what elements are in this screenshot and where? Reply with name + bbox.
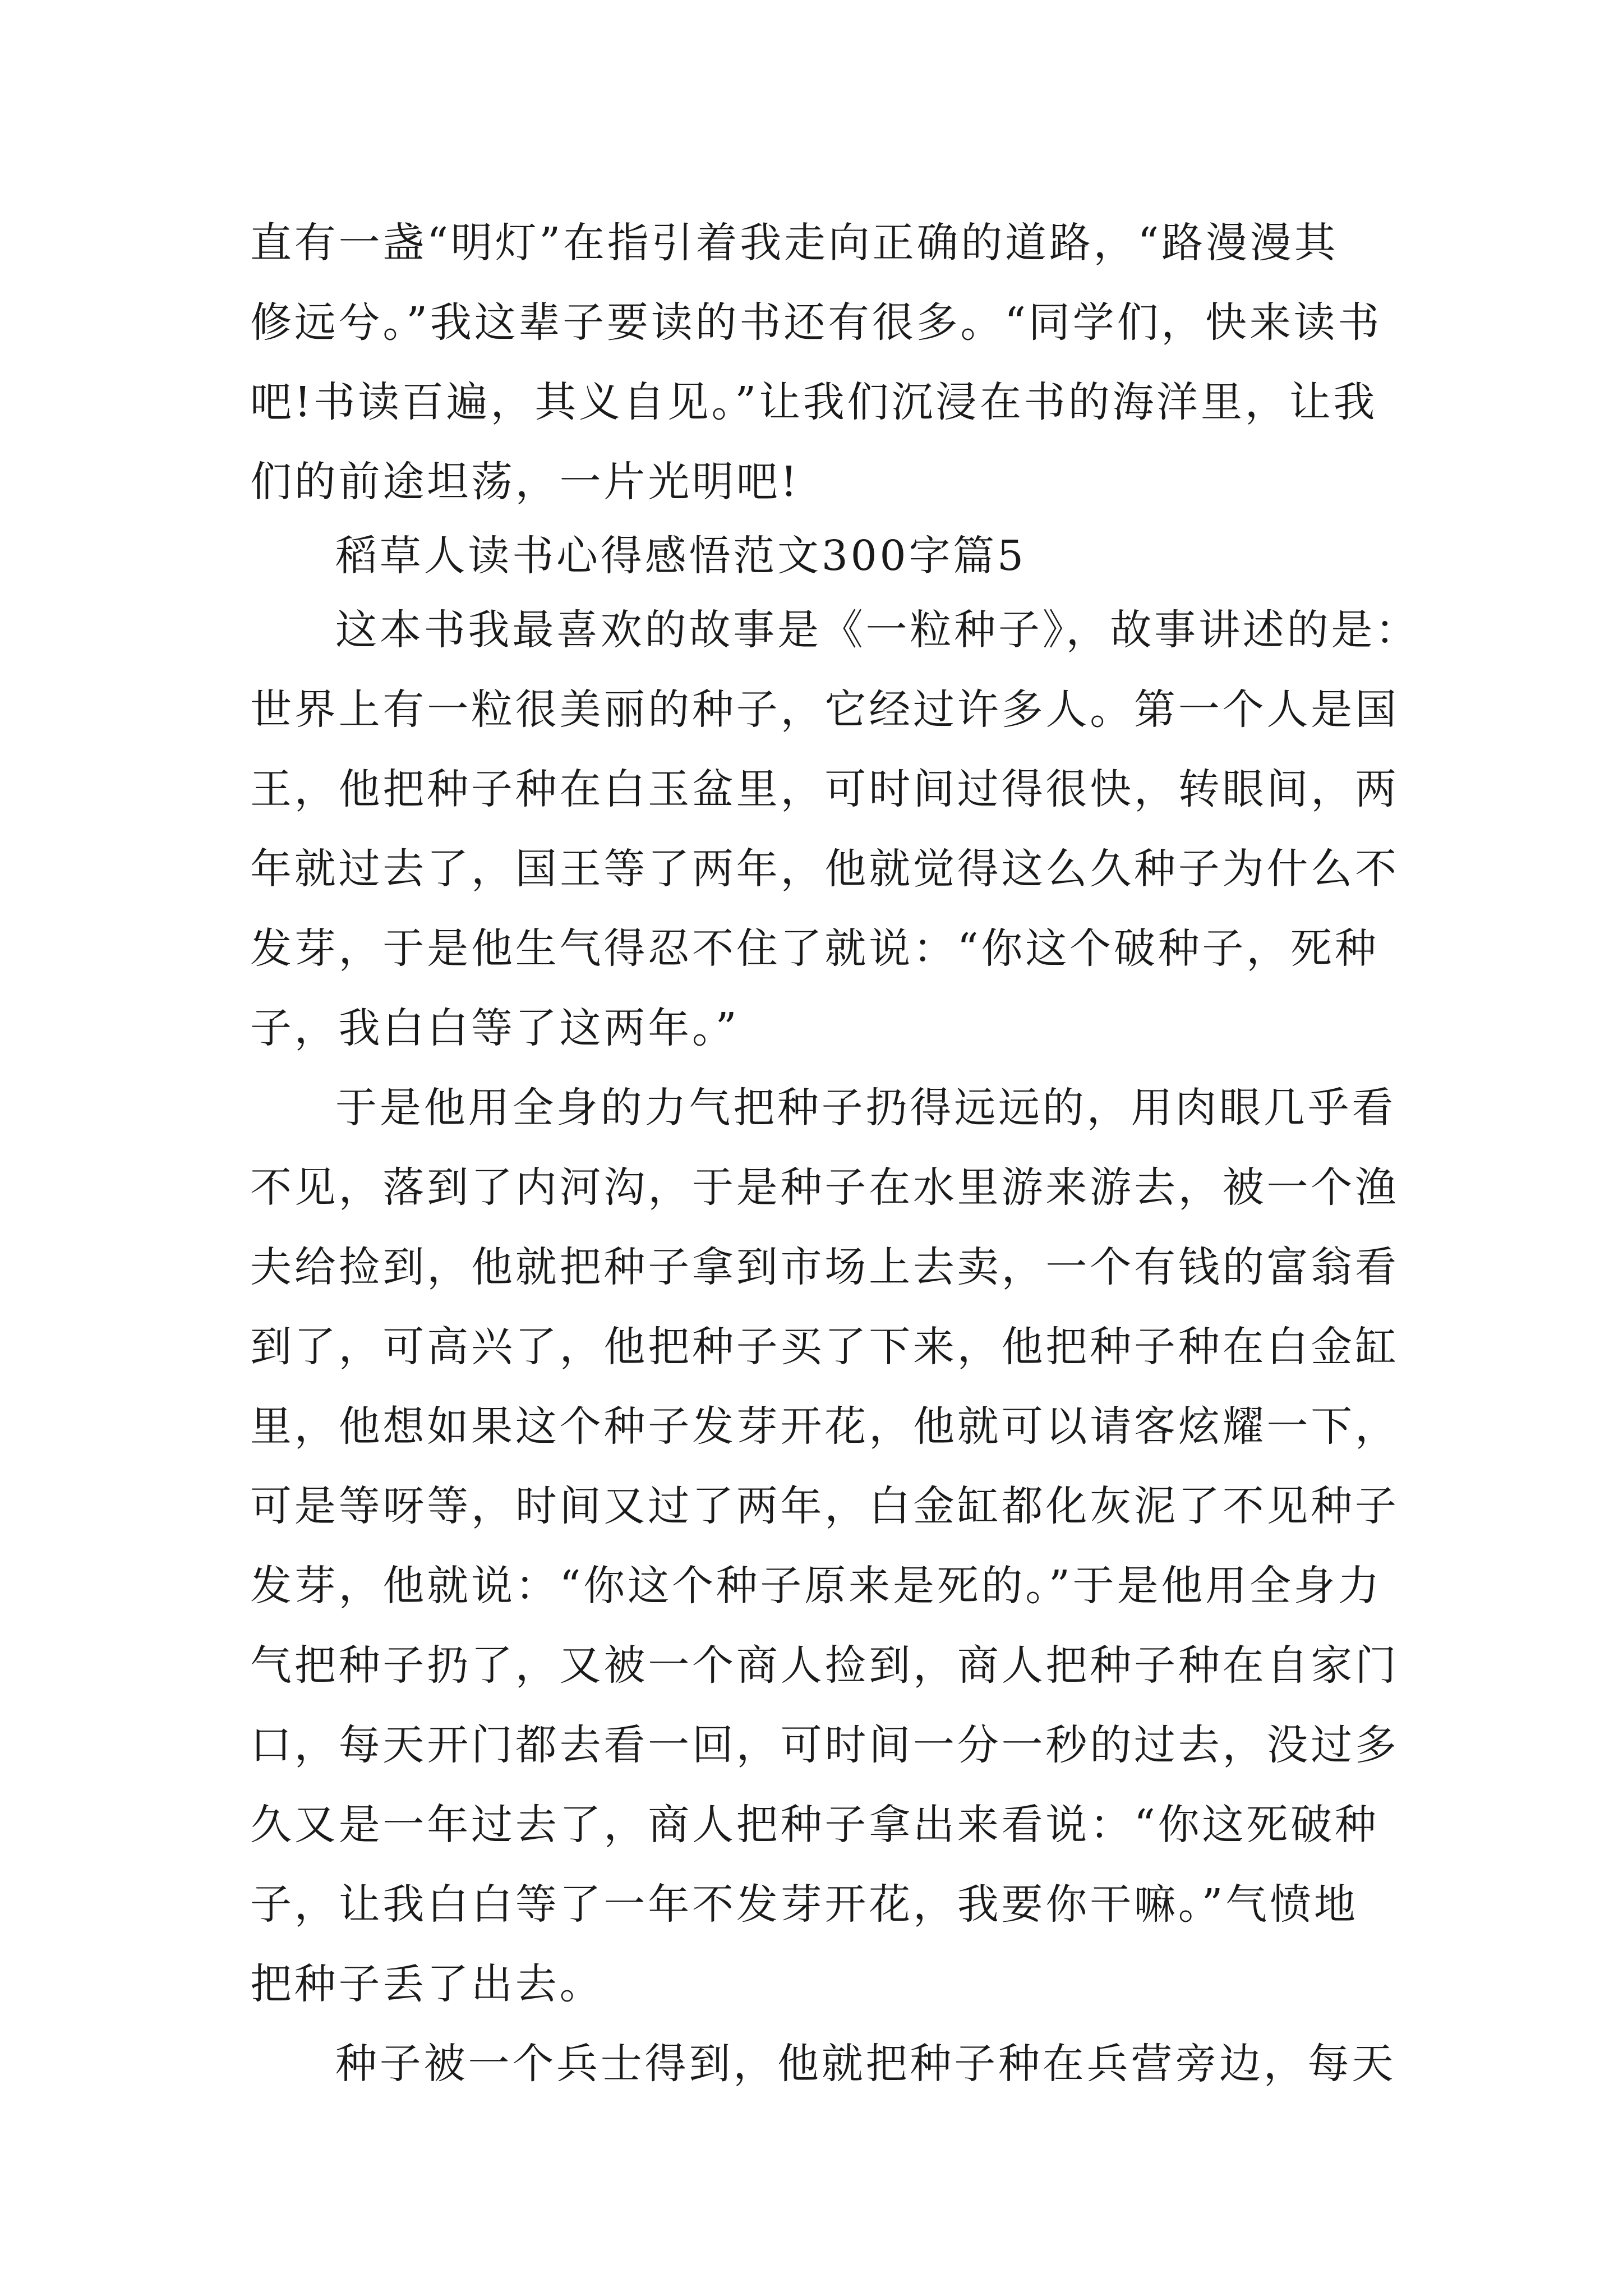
text-line: 夫给捡到，他就把种子拿到市场上去卖，一个有钱的富翁看 xyxy=(250,1243,1399,1291)
text-line: 直有一盏“明灯”在指引着我走向正确的道路，“路漫漫其 xyxy=(250,219,1339,267)
section-heading: 稻草人读书心得感悟范文300字篇5 xyxy=(335,532,1026,580)
text-line: 子，让我白白等了一年不发芽开花，我要你干嘛。”气愤地 xyxy=(250,1880,1358,1929)
text-line: 吧!书读百遍，其义自见。”让我们沉浸在书的海洋里，让我 xyxy=(250,378,1378,426)
text-line: 不见，落到了内河沟，于是种子在水里游来游去，被一个渔 xyxy=(250,1163,1399,1212)
text-line: 气把种子扔了，又被一个商人捡到，商人把种子种在自家门 xyxy=(250,1641,1399,1690)
text-line: 修远兮。”我这辈子要读的书还有很多。“同学们，快来读书 xyxy=(250,298,1382,347)
text-line: 到了，可高兴了，他把种子买了下来，他把种子种在白金缸 xyxy=(250,1323,1399,1371)
text-line: 子，我白白等了这两年。” xyxy=(250,1004,740,1052)
text-line: 发芽，于是他生气得忍不住了就说：“你这个破种子，死种 xyxy=(250,924,1379,973)
text-line: 口，每天开门都去看一回，可时间一分一秒的过去，没过多 xyxy=(250,1721,1399,1769)
text-line: 可是等呀等，时间又过了两年，白金缸都化灰泥了不见种子 xyxy=(250,1482,1399,1530)
text-line: 年就过去了，国王等了两年，他就觉得这么久种子为什么不 xyxy=(250,845,1399,893)
text-line: 种子被一个兵士得到，他就把种子种在兵营旁边，每天 xyxy=(335,2040,1396,2088)
text-line: 这本书我最喜欢的故事是《一粒种子》，故事讲述的是： xyxy=(335,606,1419,654)
text-line: 发芽，他就说：“你这个种子原来是死的。”于是他用全身力 xyxy=(250,1562,1382,1610)
text-line: 于是他用全身的力气把种子扔得远远的，用肉眼几乎看 xyxy=(335,1084,1396,1132)
text-line: 们的前途坦荡，一片光明吧! xyxy=(250,458,800,506)
text-line: 王，他把种子种在白玉盆里，可时间过得很快，转眼间，两 xyxy=(250,765,1399,813)
text-line: 把种子丢了出去。 xyxy=(250,1960,604,2008)
text-line: 久又是一年过去了，商人把种子拿出来看说：“你这死破种 xyxy=(250,1801,1379,1849)
text-line: 世界上有一粒很美丽的种子，它经过许多人。第一个人是国 xyxy=(250,685,1399,734)
text-line: 里，他想如果这个种子发芽开花，他就可以请客炫耀一下， xyxy=(250,1402,1399,1451)
